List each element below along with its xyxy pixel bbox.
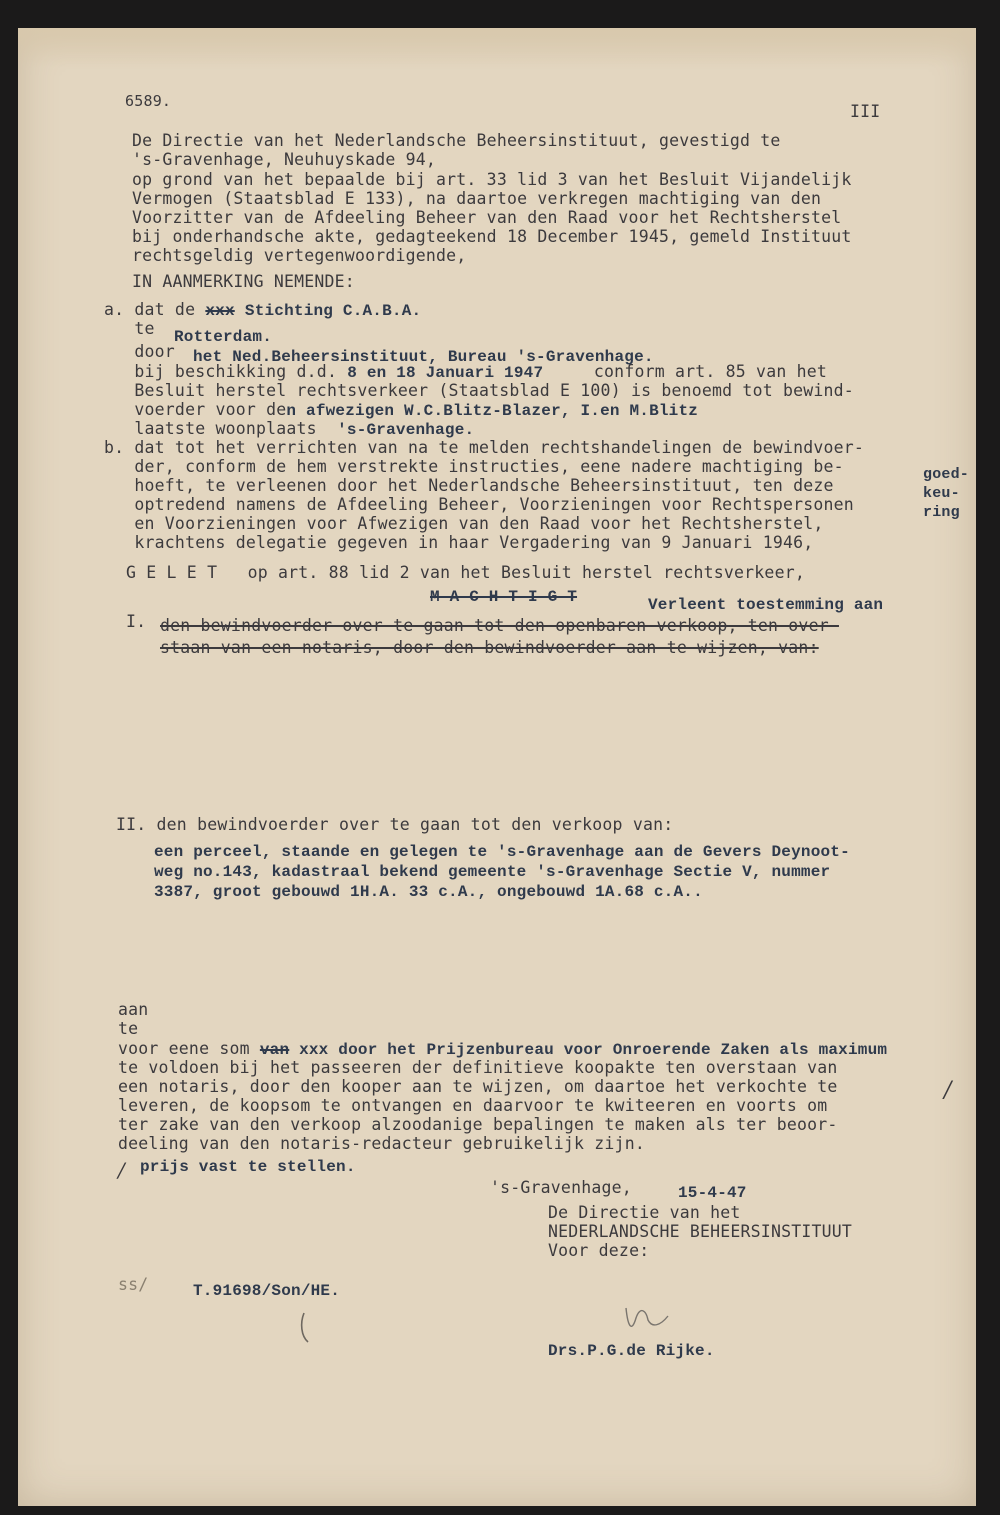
signatory-name: Drs.P.G.de Rijke. [548, 1342, 715, 1360]
intro-line: bij onderhandsche akte, gedagteekend 18 December 1945, gemeld Instituut [132, 227, 852, 246]
closing-line: deeling van den notaris-redacteur gebruikelijk zijn. [118, 1134, 645, 1153]
struck-text: van [259, 1041, 290, 1059]
clause-a-line-4 [104, 362, 827, 382]
clause-a-text: voerder voor de [104, 400, 287, 419]
clause-a-text: a. dat de [104, 300, 206, 319]
section-i-struck-line: den bewindvoerder over te gaan tot den openbaren verkoop, ten over- [160, 616, 839, 635]
intro-line: Vermogen (Staatsblad E 133), na daartoe verkregen machtiging van den [132, 189, 822, 208]
handwritten-stroke-mark [298, 1308, 318, 1348]
insertion-mark: / [944, 1078, 952, 1103]
closing-line: te voldoen bij het passeeren der definitieve koopakte ten overstaan van [118, 1058, 838, 1077]
section-ii-line: II. den bewindvoerder over te gaan tot den verkoop van: [116, 815, 674, 834]
verleent-toestemming: Verleent toestemming aan [648, 596, 884, 614]
footnote-mark: / [118, 1158, 125, 1182]
section-i-label: I. [126, 612, 147, 631]
date: 15-4-47 [678, 1184, 747, 1202]
clause-b-line: en Voorzieningen voor Afwezigen van den Raad voor het Rechtsherstel, [104, 514, 824, 533]
residence-fill: 's-Gravenhage. [337, 421, 475, 439]
reference-prefix: ss/ [118, 1275, 149, 1294]
page-roman-numeral: III [850, 102, 881, 121]
struck-machtigt: M A C H T I G T [430, 588, 578, 606]
section-i-struck-line: staan van een notaris, door den bewindvoerder aan te wijzen, van: [160, 638, 819, 657]
clause-a-text: bij beschikking d.d. [104, 362, 348, 381]
closing-line: een notaris, door den kooper aan te wijzen, om daartoe het verkochte te [118, 1077, 838, 1096]
struck-text: xxx [205, 302, 235, 320]
property-line: weg no.143, kadastraal bekend gemeente 's-Gravenhage Sectie V, nummer [154, 863, 831, 881]
intro-line: Voorzitter van de Afdeeling Beheer van den Raad voor het Rechtsherstel [132, 208, 842, 227]
clause-a-line-2 [104, 319, 155, 338]
clause-a-text: door [104, 342, 175, 361]
intro-line: rechtsgeldig vertegenwoordigende, [132, 246, 467, 265]
clause-a-line-3 [104, 342, 175, 361]
aan-label: aan [118, 1000, 149, 1019]
margin-note-line: keu- [923, 485, 960, 502]
absentees-fill: n afwezigen W.C.Blitz-Blazer, I.en M.Blitz [286, 402, 699, 420]
intro-line: op grond van het bepaalde bij art. 33 lid 3 van het Besluit Vijandelijk [132, 170, 852, 189]
gelet-line: G E L E T op art. 88 lid 2 van het Besluit herstel rechtsverkeer, [126, 563, 805, 582]
intro-line: De Directie van het Nederlandsche Beheersinstituut, gevestigd te [132, 131, 781, 150]
handwritten-initial-mark [618, 1298, 678, 1338]
price-text: voor eene som [118, 1039, 260, 1058]
in-aanmerking-heading: IN AANMERKING NEMENDE: [132, 272, 355, 291]
signature-line: De Directie van het [548, 1203, 741, 1222]
margin-note-line: ring [923, 504, 960, 521]
margin-note-line: goed- [923, 466, 970, 483]
closing-line: ter zake van den verkoop alzoodanige bepalingen te maken als ter beoor- [118, 1115, 838, 1134]
place: 's-Gravenhage, [490, 1178, 632, 1197]
clause-a-line-5: Besluit herstel rechtsverkeer (Staatsblad E 100) is benoemd tot bewind- [104, 381, 854, 400]
intro-line: 's-Gravenhage, Neuhuyskade 94, [132, 150, 437, 169]
clause-a-line-1 [104, 300, 421, 320]
clause-a-text: conform art. 85 van het [543, 362, 827, 381]
clause-b-line: optredend namens de Afdeeling Beheer, Voorzieningen voor Rechtspersonen [104, 495, 854, 514]
decision-date-fill: 8 en 18 Januari 1947 [347, 364, 544, 382]
te-label: te [118, 1019, 139, 1038]
city-fill: Rotterdam. [174, 328, 273, 346]
document-page [18, 28, 976, 1506]
property-line: een perceel, staande en gelegen te 's-Gravenhage aan de Gevers Deynoot- [154, 843, 850, 861]
signature-line: Voor deze: [548, 1241, 650, 1260]
closing-line: leveren, de koopsom te ontvangen en daarvoor te kwiteeren en voorts om [118, 1096, 828, 1115]
clause-b-line: hoeft, te verleenen door het Nederlandsche Beheersinstituut, ten deze [104, 476, 834, 495]
clause-a-line-6 [104, 400, 698, 420]
property-line: 3387, groot gebouwd 1H.A. 33 c.A., ongebouwd 1A.68 c.A.. [154, 883, 703, 901]
foundation-name: Stichting C.A.B.A. [244, 302, 422, 320]
clause-a-text: laatste woonplaats [104, 419, 338, 438]
price-line [118, 1039, 887, 1059]
document-number: 6589. [125, 92, 172, 110]
clause-a-line-7 [104, 419, 474, 439]
clause-b-line: b. dat tot het verrichten van na te melden rechtshandelingen de bewindvoer- [104, 438, 865, 457]
clause-a-text: te [104, 319, 155, 338]
signature-line: NEDERLANDSCHE BEHEERSINSTITUUT [548, 1222, 853, 1241]
institute-fill: het Ned.Beheersinstituut, Bureau 's-Gravenhage. [193, 348, 654, 366]
reference-number: T.91698/Son/HE. [193, 1282, 341, 1300]
clause-b-line: krachtens delegatie gegeven in haar Vergadering van 9 Januari 1946, [104, 533, 814, 552]
clause-b-line: der, conform de hem verstrekte instructies, eene nadere machtiging be- [104, 457, 844, 476]
price-fill: prijs vast te stellen. [140, 1158, 356, 1176]
price-authority-fill: xxx door het Prijzenbureau voor Onroerende Zaken als maximum [289, 1041, 888, 1059]
